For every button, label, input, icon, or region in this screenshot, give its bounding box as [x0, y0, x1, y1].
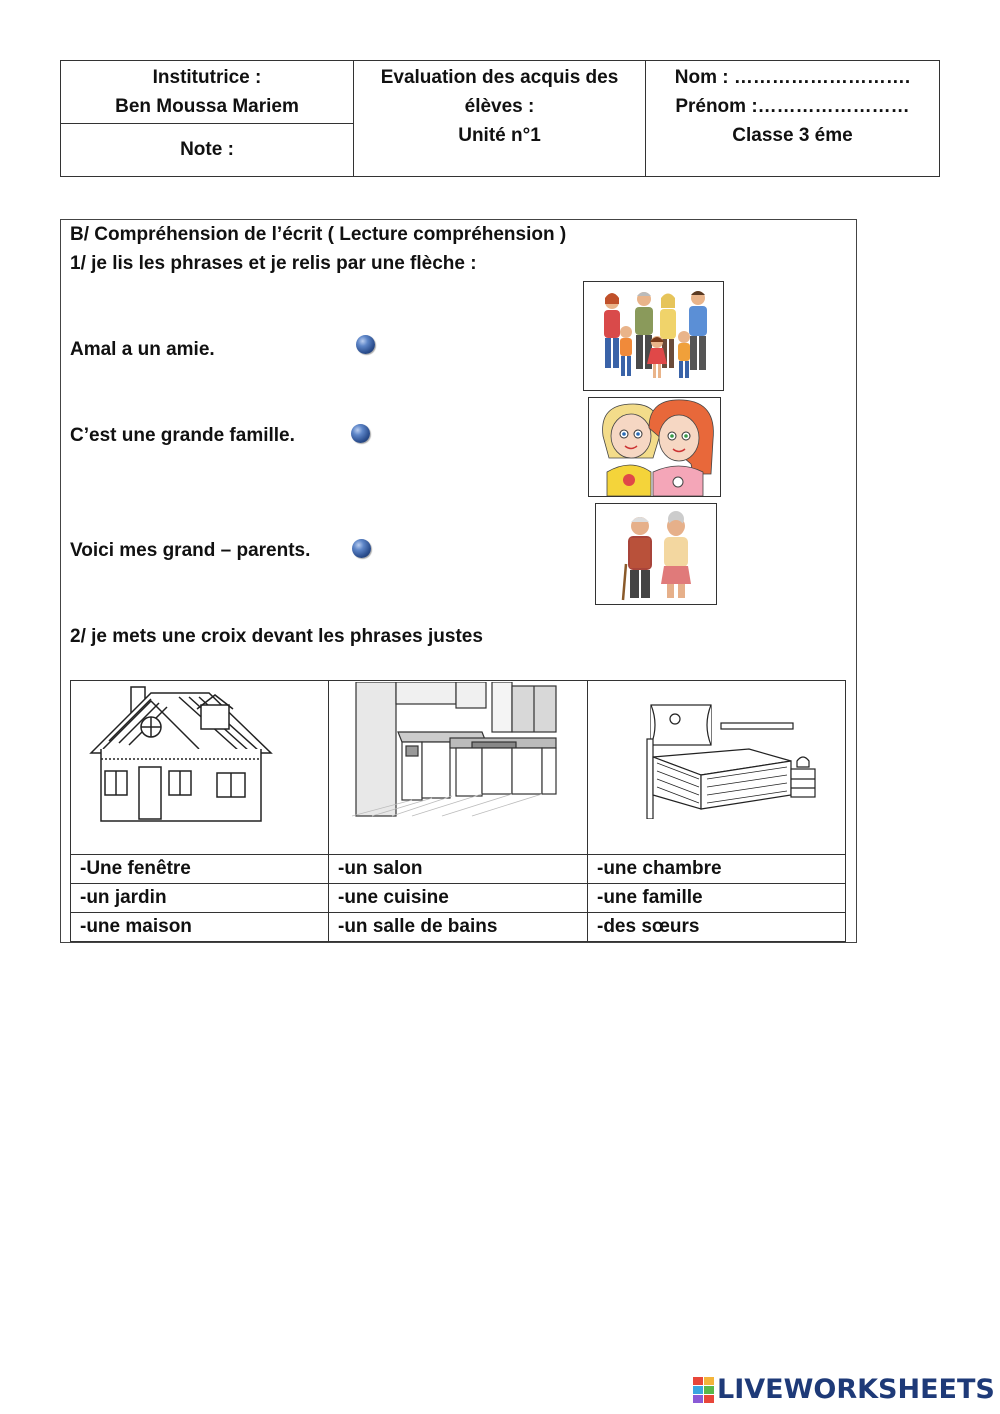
firstname-field[interactable]: Prénom :……………………: [675, 96, 910, 117]
table-cell[interactable]: -une chambre: [597, 858, 722, 879]
table-divider: [71, 854, 845, 855]
bedroom-icon: [641, 699, 816, 824]
table-divider: [328, 681, 329, 941]
header-table: [60, 60, 940, 177]
sentence-2: C’est une grande famille.: [70, 425, 295, 446]
question-1: 1/ je lis les phrases et je relis par une flèche :: [70, 253, 477, 274]
table-divider: [587, 681, 588, 941]
evaluation-title-line1: Evaluation des acquis des: [380, 67, 619, 88]
logo-text: LIVEWORKSHEETS: [717, 1374, 995, 1405]
question-2: 2/ je mets une croix devant les phrases justes: [70, 626, 483, 647]
vocabulary-table: [70, 680, 846, 942]
table-cell[interactable]: -Une fenêtre: [80, 858, 191, 879]
table-cell[interactable]: -un salle de bains: [338, 916, 498, 937]
table-cell[interactable]: -une cuisine: [338, 887, 449, 908]
unit-label: Unité n°1: [458, 125, 541, 146]
teacher-name: Ben Moussa Mariem: [115, 96, 299, 117]
sentence-1: Amal a un amie.: [70, 339, 215, 360]
arrow-start-dot-3[interactable]: [352, 539, 371, 558]
liveworksheets-logo-icon: [693, 1375, 715, 1407]
teacher-info: [61, 61, 353, 124]
teacher-label: Institutrice :: [152, 67, 262, 88]
table-cell[interactable]: -un salon: [338, 858, 423, 879]
table-cell[interactable]: -un jardin: [80, 887, 167, 908]
evaluation-cell: [354, 61, 646, 176]
arrow-start-dot-2[interactable]: [351, 424, 370, 443]
section-title: B/ Compréhension de l’écrit ( Lecture compréhension ): [70, 224, 567, 245]
grade-cell: [61, 121, 353, 176]
teacher-cell: [61, 61, 354, 176]
table-divider: [71, 912, 845, 913]
grandparents-picture-icon[interactable]: [595, 503, 717, 605]
house-icon: [89, 683, 274, 830]
sentence-3: Voici mes grand – parents.: [70, 540, 311, 561]
table-cell[interactable]: -des sœurs: [597, 916, 700, 937]
grade-label: Note :: [180, 139, 234, 160]
student-cell: [646, 61, 939, 176]
table-divider: [71, 883, 845, 884]
kitchen-icon: [352, 682, 562, 822]
class-label: Classe 3 éme: [732, 125, 853, 146]
family-picture-icon[interactable]: [583, 281, 724, 391]
name-field[interactable]: Nom : ……………………….: [674, 67, 911, 88]
table-cell[interactable]: -une maison: [80, 916, 192, 937]
table-cell[interactable]: -une famille: [597, 887, 703, 908]
evaluation-title-line2: élèves :: [464, 96, 535, 117]
arrow-start-dot-1[interactable]: [356, 335, 375, 354]
friends-picture-icon[interactable]: [588, 397, 721, 497]
